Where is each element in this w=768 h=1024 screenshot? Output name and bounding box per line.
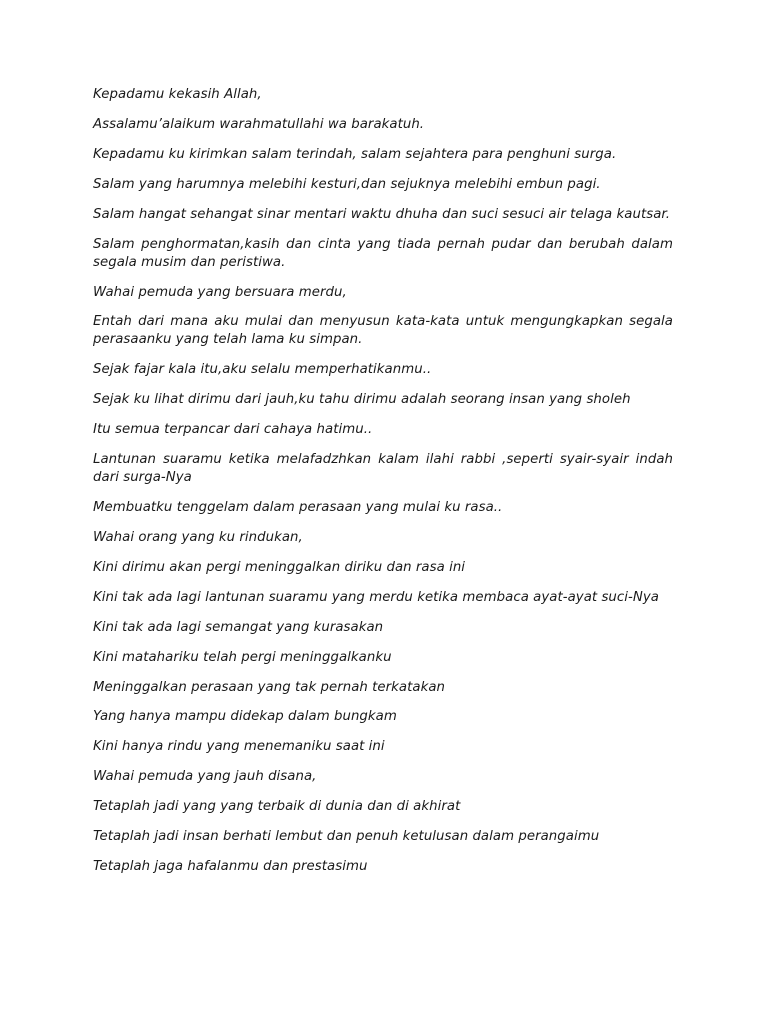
paragraph: Kepadamu ku kirimkan salam terindah, salam sejahtera para penghuni surga. [93, 146, 617, 162]
paragraph: Wahai pemuda yang bersuara merdu, [93, 284, 347, 300]
paragraph: Meninggalkan perasaan yang tak pernah terkatakan [93, 679, 446, 695]
paragraph: Yang hanya mampu didekap dalam bungkam [93, 709, 397, 725]
paragraph: Kepadamu kekasih Allah, [93, 87, 262, 102]
paragraph: Salam hangat sehangat sinar mentari waktu dhuha dan suci sesuci air telaga kautsar. [93, 206, 670, 222]
paragraph: Kini tak ada lagi semangat yang kurasakan [93, 619, 384, 635]
paragraph: Sejak ku lihat dirimu dari jauh,ku tahu dirimu adalah seorang insan yang sholeh [93, 392, 631, 408]
paragraph: Tetaplah jadi insan berhati lembut dan penuh ketulusan dalam perangaimu [93, 829, 600, 845]
paragraph: Wahai orang yang ku rindukan, [93, 529, 303, 545]
paragraph: Sejak fajar kala itu,aku selalu memperhatikanmu.. [93, 362, 432, 378]
paragraph: Tetaplah jadi yang yang terbaik di dunia dan di akhirat [93, 799, 461, 815]
paragraph: Membuatku tenggelam dalam perasaan yang mulai ku rasa.. [93, 499, 503, 515]
paragraph: Kini tak ada lagi lantunan suaramu yang merdu ketika membaca ayat-ayat suci-Nya [93, 589, 659, 605]
paragraph: Kini dirimu akan pergi meninggalkan diriku dan rasa ini [93, 559, 466, 575]
paragraph: Kini hanya rindu yang menemaniku saat ini [93, 739, 385, 755]
paragraph: Kini matahariku telah pergi meninggalkanku [93, 649, 392, 665]
paragraph: Wahai pemuda yang jauh disana, [93, 769, 317, 785]
paragraph: Itu semua terpancar dari cahaya hatimu.. [93, 422, 373, 438]
paragraph: Assalamu’alaikum warahmatullahi wa barakatuh. [93, 116, 425, 132]
paragraph: Salam penghormatan,kasih dan cinta yang tiada pernah pudar dan berubah dalam segala musim dan peristiwa. [93, 236, 673, 270]
letter-body [93, 86, 673, 888]
paragraph: Lantunan suaramu ketika melafadzhkan kalam ilahi rabbi ,seperti syair-syair indah dari surga-Nya [93, 452, 673, 485]
paragraph: Salam yang harumnya melebihi kesturi,dan sejuknya melebihi embun pagi. [93, 176, 601, 192]
paragraph: Tetaplah jaga hafalanmu dan prestasimu [93, 859, 368, 875]
paragraph: Entah dari mana aku mulai dan menyusun kata-kata untuk mengungkapkan segala perasaanku yang telah lama ku simpan. [93, 314, 673, 348]
